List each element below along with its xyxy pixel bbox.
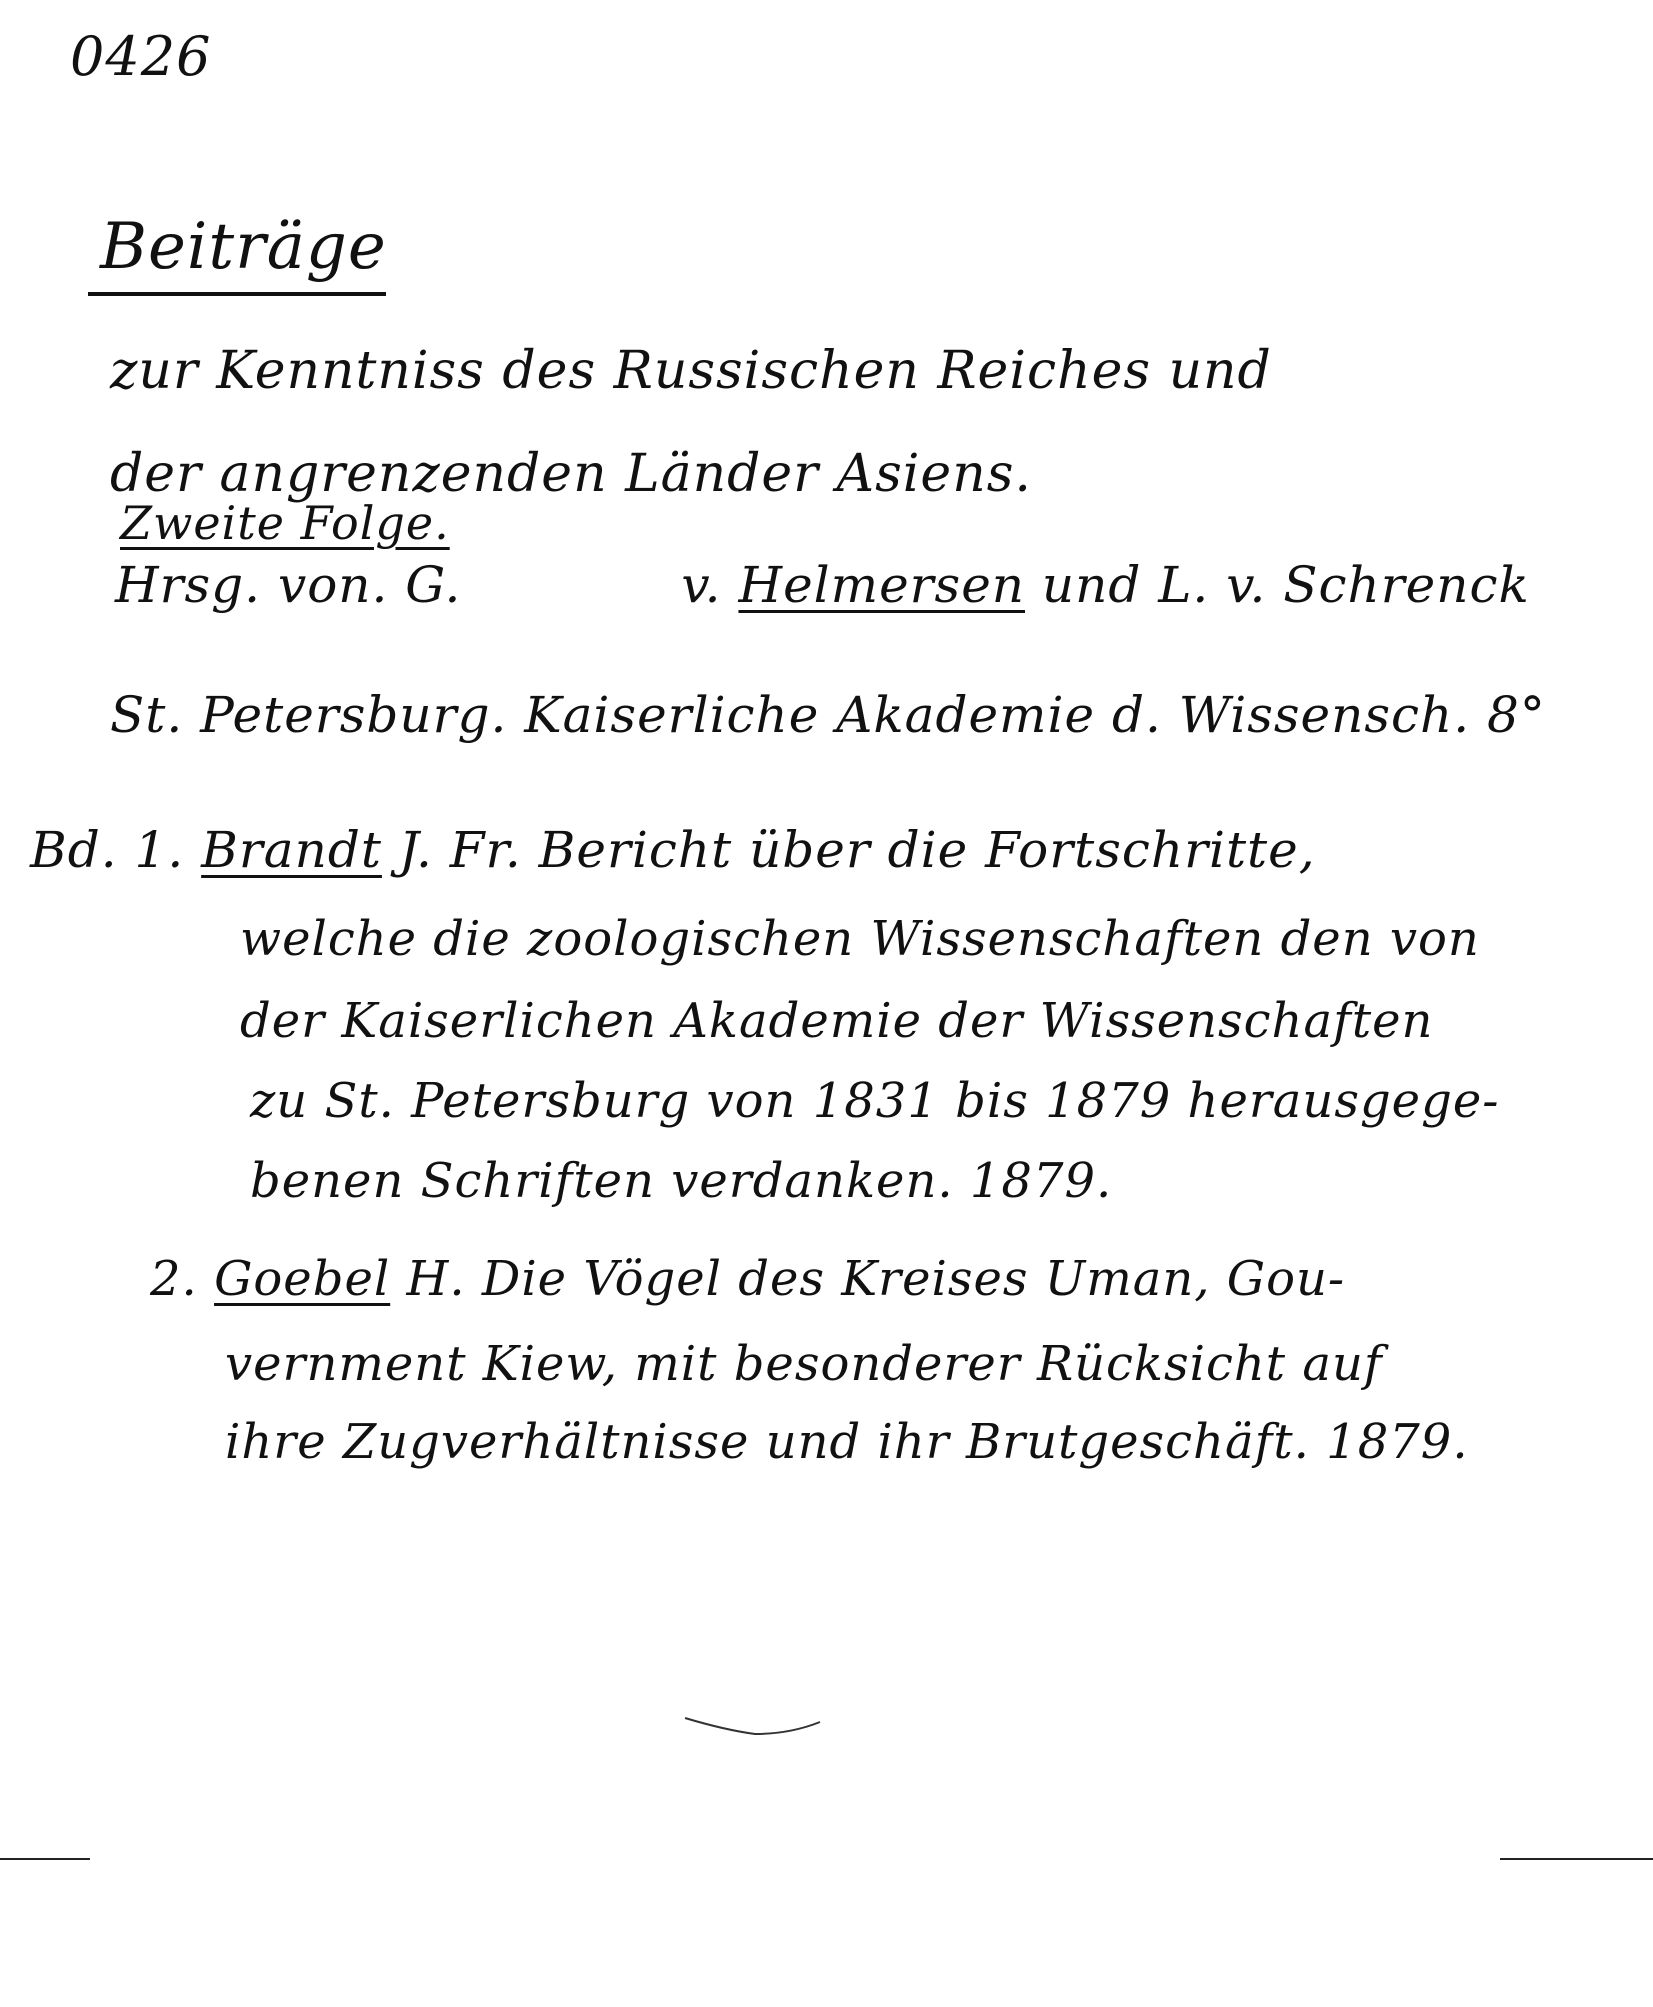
scan-arc-mark [680, 1710, 830, 1750]
editors-line [115, 556, 1530, 614]
editors-name-part2: und L. v. Schrenck [1025, 556, 1530, 614]
volume-1-first-line [30, 821, 1316, 879]
title-underline [88, 292, 386, 296]
catalog-number: 0426 [70, 25, 212, 88]
volume-2-line-3: ihre Zugverhältnisse und ihr Brutgeschäft. 1879. [225, 1414, 1469, 1470]
editors-name-underlined: Helmersen [738, 556, 1026, 614]
title-line-1: zur Kenntniss des Russischen Reiches und [110, 341, 1272, 401]
scan-edge-mark-right [1500, 1858, 1653, 1860]
scan-edge-mark-left [0, 1858, 90, 1860]
volume-1-line-5: benen Schriften verdanken. 1879. [250, 1153, 1113, 1209]
volume-2-line-1: H. Die Vögel des Kreises Uman, Gou- [390, 1251, 1346, 1307]
publication-line: St. Petersburg. Kaiserliche Akademie d. Wissensch. 8° [110, 686, 1546, 744]
volume-2-first-line [150, 1251, 1346, 1307]
volume-2-author: Goebel [214, 1251, 391, 1307]
volume-1-line-4: zu St. Petersburg von 1831 bis 1879 herausgege- [250, 1073, 1500, 1129]
volume-1-line-3: der Kaiserlichen Akademie der Wissenschaften [240, 993, 1434, 1049]
volume-1-line-2: welche die zoologischen Wissenschaften den von [240, 911, 1480, 967]
series-label: Zweite Folge. [120, 496, 450, 550]
editors-name-part1: v. [681, 556, 739, 614]
editors-prefix: Hrsg. von. G. [115, 556, 462, 614]
title-line-2: der angrenzenden Länder Asiens. [110, 444, 1032, 504]
volume-1-label: Bd. 1. [30, 821, 185, 879]
volume-1-author: Brandt [201, 821, 382, 879]
volume-2-label: 2. [150, 1251, 198, 1307]
volume-1-line-1: J. Fr. Bericht über die Fortschritte, [381, 821, 1316, 879]
volume-2-line-2: vernment Kiew, mit besonderer Rücksicht auf [225, 1336, 1383, 1392]
card-title: Beiträge [100, 210, 387, 284]
